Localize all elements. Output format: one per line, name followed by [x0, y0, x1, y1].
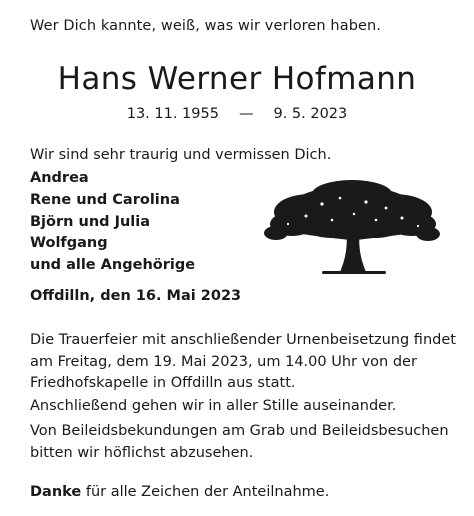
mourners-list: [30, 168, 195, 277]
thanks-bold: Danke: [30, 484, 82, 500]
sadness-line: Wir sind sehr traurig und vermissen Dich.: [30, 147, 332, 163]
mourner-item: Wolfgang: [30, 235, 108, 252]
paragraph-line: Die Trauerfeier mit anschließender Urnenbeisetzung findet: [30, 332, 456, 348]
condolence-paragraph: [30, 421, 450, 464]
motto-text: Wer Dich kannte, weiß, was wir verloren haben.: [30, 18, 382, 34]
thanks-line: [30, 482, 329, 502]
thanks-rest: für alle Zeichen der Anteilnahme.: [81, 484, 330, 500]
date-separator: —: [238, 106, 254, 122]
paragraph-line: Von Beileidsbekundungen am Grab und Beileidsbesuchen: [30, 423, 449, 439]
paragraph-line: bitten wir höflichst abzusehen.: [30, 444, 254, 461]
birth-date: 13. 11. 1955: [126, 106, 219, 122]
deceased-name: Hans Werner Hofmann: [57, 61, 417, 97]
life-dates: [0, 104, 474, 124]
mourner-item: Björn und Julia: [30, 213, 151, 230]
funeral-paragraph: [30, 330, 456, 395]
mourner-item: und alle Angehörige: [30, 257, 196, 274]
mourner-item: Rene und Carolina: [30, 191, 180, 208]
tree-icon: [262, 178, 442, 278]
paragraph-line: am Freitag, dem 19. Mai 2023, um 14.00 Uhr von der: [30, 353, 417, 370]
paragraph-line: Anschließend gehen wir in aller Stille auseinander.: [30, 398, 397, 414]
place-and-date: Offdilln, den 16. Mai 2023: [30, 288, 242, 304]
paragraph-line: Friedhofskapelle in Offdilln aus statt.: [30, 375, 296, 391]
mourner-item: Andrea: [30, 170, 89, 186]
death-date: 9. 5. 2023: [273, 106, 348, 122]
farewell-paragraph: [30, 396, 450, 418]
